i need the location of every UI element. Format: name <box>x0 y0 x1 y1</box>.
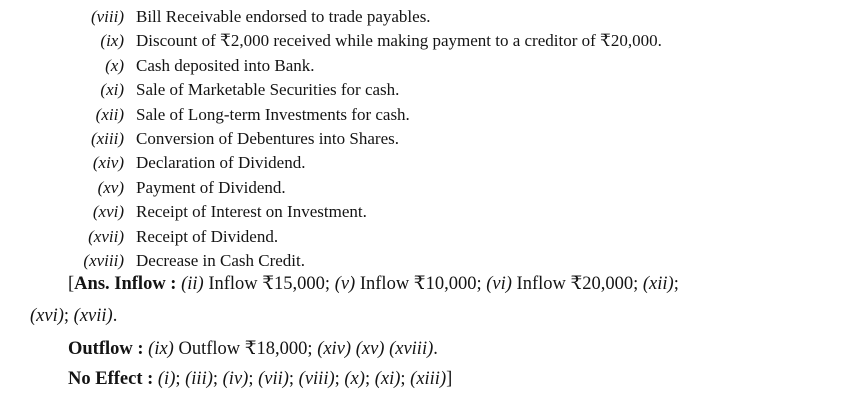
item-reference: (xi) <box>374 369 401 389</box>
item-text: Declaration of Dividend. <box>136 153 306 173</box>
answer-text: ; <box>334 369 345 389</box>
outflow-items <box>148 339 438 359</box>
item-reference: (iv) <box>222 369 249 389</box>
item-reference: (vi) <box>486 274 512 294</box>
inflow-label: Inflow : <box>114 274 177 294</box>
item-text: Decrease in Cash Credit. <box>136 251 305 270</box>
answer-outflow-line <box>68 336 438 362</box>
item-reference: (ix) <box>148 339 174 359</box>
answer-inflow-line-2 <box>30 303 117 329</box>
item-number: (xviii) <box>83 251 124 270</box>
item-reference: (xiv) <box>317 339 352 359</box>
answer-text: ; <box>212 369 223 389</box>
item-text: Discount of ₹2,000 received while making payment to a creditor of ₹20,000. <box>136 31 662 51</box>
item-number: (xii) <box>95 104 124 124</box>
answer-text: Inflow ₹15,000; <box>203 274 335 294</box>
item-reference: (v) <box>334 274 356 294</box>
item-reference: (x) <box>344 369 365 389</box>
item-reference: (xvi) <box>30 306 64 326</box>
item-reference: (i) <box>157 369 176 389</box>
answer-text: Inflow ₹10,000; <box>355 274 487 294</box>
outflow-label: Outflow : <box>68 339 144 359</box>
item-reference: (xiii) <box>410 369 447 389</box>
answer-noeffect-line <box>68 366 452 392</box>
item-reference: (xii) <box>642 274 674 294</box>
item-number: (x) <box>105 55 124 75</box>
answer-inflow-line-1 <box>68 271 679 297</box>
inflow-items-line-2 <box>30 306 117 326</box>
item-number: (viii) <box>90 7 124 26</box>
answer-text: ; <box>364 369 375 389</box>
answer-text: ; <box>673 274 679 294</box>
item-reference: (ii) <box>181 274 204 294</box>
open-bracket: [ <box>68 274 75 294</box>
item-number: (xiii) <box>90 129 124 148</box>
item-number: (xiv) <box>92 153 124 173</box>
answer-text: . <box>112 306 118 326</box>
item-text: Payment of Dividend. <box>136 177 286 197</box>
item-text: Cash deposited into Bank. <box>136 55 315 75</box>
answer-text: ; <box>175 369 186 389</box>
answer-text: ; <box>248 369 259 389</box>
item-text: Conversion of Debentures into Shares. <box>136 129 399 148</box>
item-text: Bill Receivable endorsed to trade payables. <box>136 7 431 26</box>
no-effect-items <box>158 369 446 389</box>
item-number: (xvi) <box>92 202 124 222</box>
item-reference: (viii) <box>298 369 335 389</box>
answer-text: ; <box>400 369 411 389</box>
item-reference: (xvii) <box>73 306 113 326</box>
item-number: (xvii) <box>88 226 124 246</box>
item-number: (xv) <box>97 177 124 197</box>
answer-text: Outflow ₹18,000; <box>173 339 318 359</box>
item-text: Receipt of Interest on Investment. <box>136 202 367 222</box>
item-reference: (vii) <box>258 369 289 389</box>
answer-text: ; <box>288 369 299 389</box>
item-text: Receipt of Dividend. <box>136 226 279 246</box>
item-reference: (xviii) <box>389 339 434 359</box>
answer-text: ; <box>63 306 74 326</box>
close-bracket: ] <box>446 369 453 389</box>
answer-text: . <box>433 339 438 359</box>
item-text: Sale of Marketable Securities for cash. <box>136 80 400 100</box>
inflow-items-line-1 <box>181 274 679 294</box>
item-number: (ix) <box>100 31 124 51</box>
no-effect-label: No Effect : <box>68 369 154 389</box>
item-text: Sale of Long-term Investments for cash. <box>136 104 410 124</box>
item-number: (xi) <box>100 80 124 100</box>
answer-label: Ans. <box>74 274 110 294</box>
item-reference: (iii) <box>185 369 213 389</box>
answer-text: Inflow ₹20,000; <box>511 274 643 294</box>
item-reference: (xv) <box>355 339 385 359</box>
